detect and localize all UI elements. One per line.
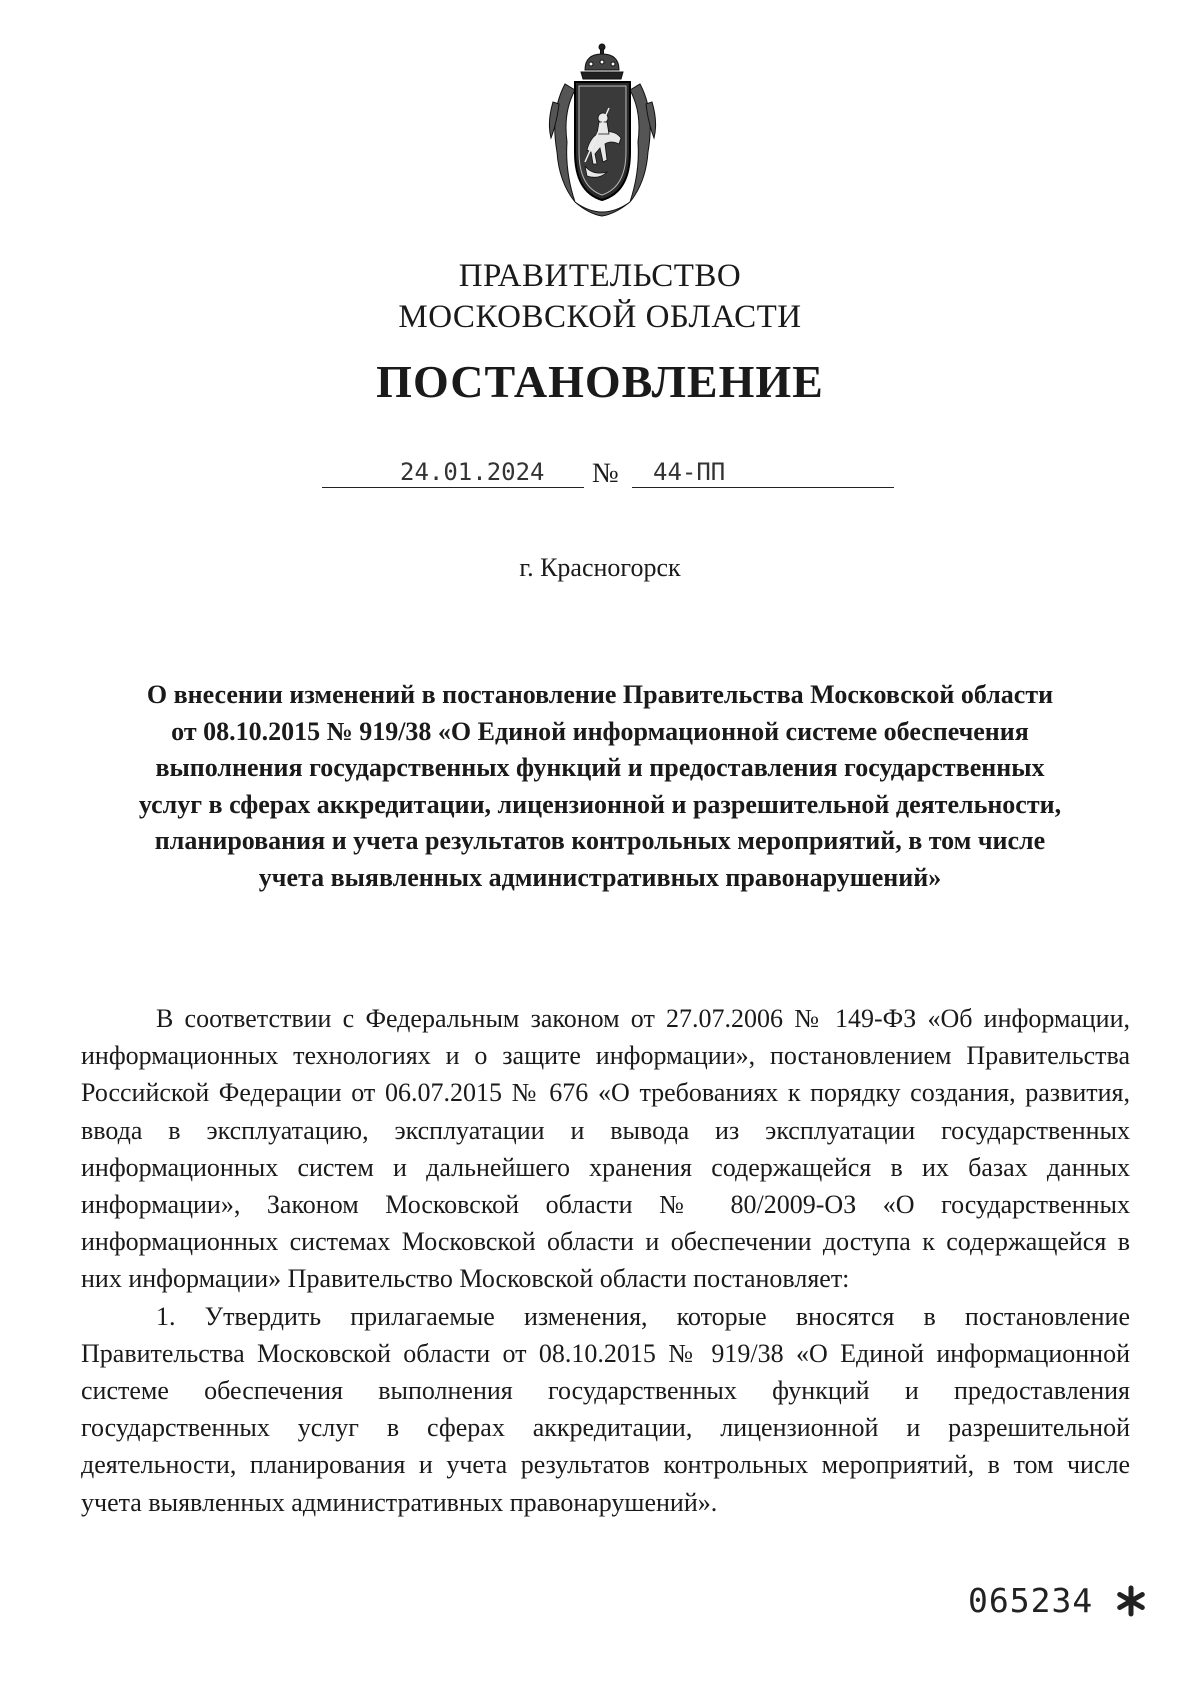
city-name: г. Красногорск	[519, 553, 681, 582]
title-line: О внесении изменений в постановление Правительства Московской области	[146, 680, 1054, 709]
title-line: услуг в сферах аккредитации, лицензионной и разрешительной деятельности,	[138, 789, 1062, 819]
document-body	[81, 1000, 1130, 1521]
document-type-heading: ПОСТАНОВЛЕНИЕ	[376, 356, 824, 407]
body-paragraph-item-1: 1. Утвердить прилагаемые изменения, которые вносятся в постановление Правительства Московской области от 08.10.2015 № 919/38 «О Единой информационной системе обеспечения выполнения государственных функций и предоставления государственных услуг в сферах аккредитации, лицензионной и разрешительной деятельности, планирования и учета результатов контрольных мероприятий, в том числе учета выявленных административных правонарушений».	[81, 1301, 1130, 1517]
title-line: от 08.10.2015 № 919/38 «О Единой информационной системе обеспечения	[171, 716, 1029, 746]
title-line: выполнения государственных функций и предоставления государственных	[155, 753, 1045, 782]
registration-number: 44-ПП	[653, 458, 726, 486]
title-line: планирования и учета результатов контрольных мероприятий, в том числе	[154, 826, 1046, 855]
document-title	[100, 677, 1100, 896]
asterisk-mark-icon	[1114, 1584, 1148, 1618]
government-name-line2: МОСКОВСКОЙ ОБЛАСТИ	[398, 299, 802, 335]
registration-date: 24.01.2024	[400, 458, 545, 486]
body-paragraph-preamble: В соответствии с Федеральным законом от 27.07.2006 № 149-ФЗ «Об информации, информационных технологиях и о защите информации», постановлением Правительства Российской Федерации от 06.07.2015 № 676 «О требованиях к порядку создания, развития, ввода в эксплуатацию, эксплуатации и вывода из эксплуатации государственных информационных систем и дальнейшего хранения содержащейся в их базах данных информации», Законом Московской области № 80/2009-ОЗ «О государственных информационных системах Московской области и обеспечении доступа к содержащейся в них информации» Правительство Московской области постановляет:	[81, 1004, 1130, 1294]
number-underline	[632, 487, 894, 488]
date-underline	[322, 487, 584, 488]
coat-of-arms-icon	[545, 42, 660, 222]
title-line: учета выявленных административных правонарушений»	[258, 862, 942, 892]
number-sign: №	[592, 458, 619, 489]
registration-row	[0, 450, 1200, 500]
serial-number: 065234	[968, 1581, 1094, 1620]
government-name-line1: ПРАВИТЕЛЬСТВО	[458, 258, 742, 294]
